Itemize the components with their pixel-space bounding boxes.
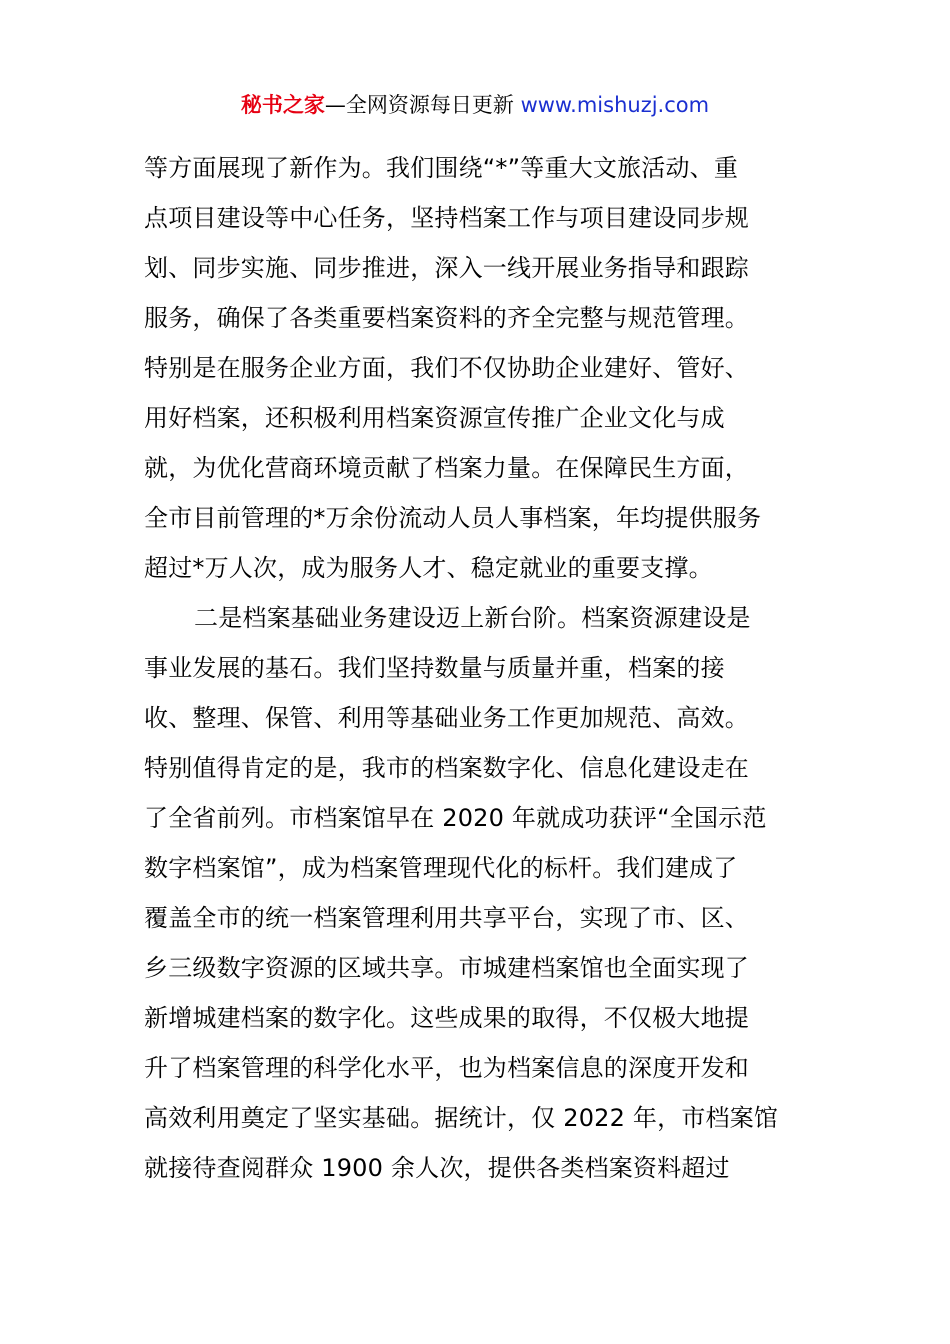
text-line: 服务，确保了各类重要档案资料的齐全完整与规范管理。	[144, 304, 749, 332]
text-line: 收、整理、保管、利用等基础业务工作更加规范、高效。	[144, 704, 749, 732]
text-line: 划、同步实施、同步推进，深入一线开展业务指导和跟踪	[144, 254, 749, 282]
text-line: 事业发展的基石。我们坚持数量与质量并重，档案的接	[144, 654, 725, 682]
paragraph-start-line: 二是档案基础业务建设迈上新台阶。档案资源建设是	[194, 604, 751, 632]
text-line: 等方面展现了新作为。我们围绕“*”等重大文旅活动、重	[144, 154, 739, 182]
text-line: 高效利用奠定了坚实基础。据统计，仅 2022 年，市档案馆	[144, 1104, 779, 1132]
text-line: 用好档案，还积极利用档案资源宣传推广企业文化与成	[144, 404, 725, 432]
text-line: 特别值得肯定的是，我市的档案数字化、信息化建设走在	[144, 754, 749, 782]
text-line: 乡三级数字资源的区域共享。市城建档案馆也全面实现了	[144, 954, 749, 982]
header-brand: 秘书之家	[240, 93, 325, 117]
page-header	[0, 88, 950, 122]
document-body	[144, 143, 809, 1193]
text-line: 全市目前管理的*万余份流动人员人事档案，年均提供服务	[144, 504, 762, 532]
header-tagline: —全网资源每日更新	[324, 93, 521, 117]
header-url-link[interactable]: www.mishuzj.com	[520, 93, 710, 117]
text-line: 覆盖全市的统一档案管理利用共享平台，实现了市、区、	[144, 904, 749, 932]
text-line: 特别是在服务企业方面，我们不仅协助企业建好、管好、	[144, 354, 749, 382]
text-line: 超过*万人次，成为服务人才、稳定就业的重要支撑。	[144, 554, 713, 582]
text-line: 就接待查阅群众 1900 余人次，提供各类档案资料超过	[144, 1154, 730, 1182]
text-line: 新增城建档案的数字化。这些成果的取得，不仅极大地提	[144, 1004, 749, 1032]
text-line: 升了档案管理的科学化水平，也为档案信息的深度开发和	[144, 1054, 749, 1082]
text-line: 就，为优化营商环境贡献了档案力量。在保障民生方面，	[144, 454, 749, 482]
text-line: 点项目建设等中心任务，坚持档案工作与项目建设同步规	[144, 204, 749, 232]
text-line: 了全省前列。市档案馆早在 2020 年就成功获评“全国示范	[144, 804, 767, 832]
text-line: 数字档案馆”，成为档案管理现代化的标杆。我们建成了	[144, 854, 738, 882]
